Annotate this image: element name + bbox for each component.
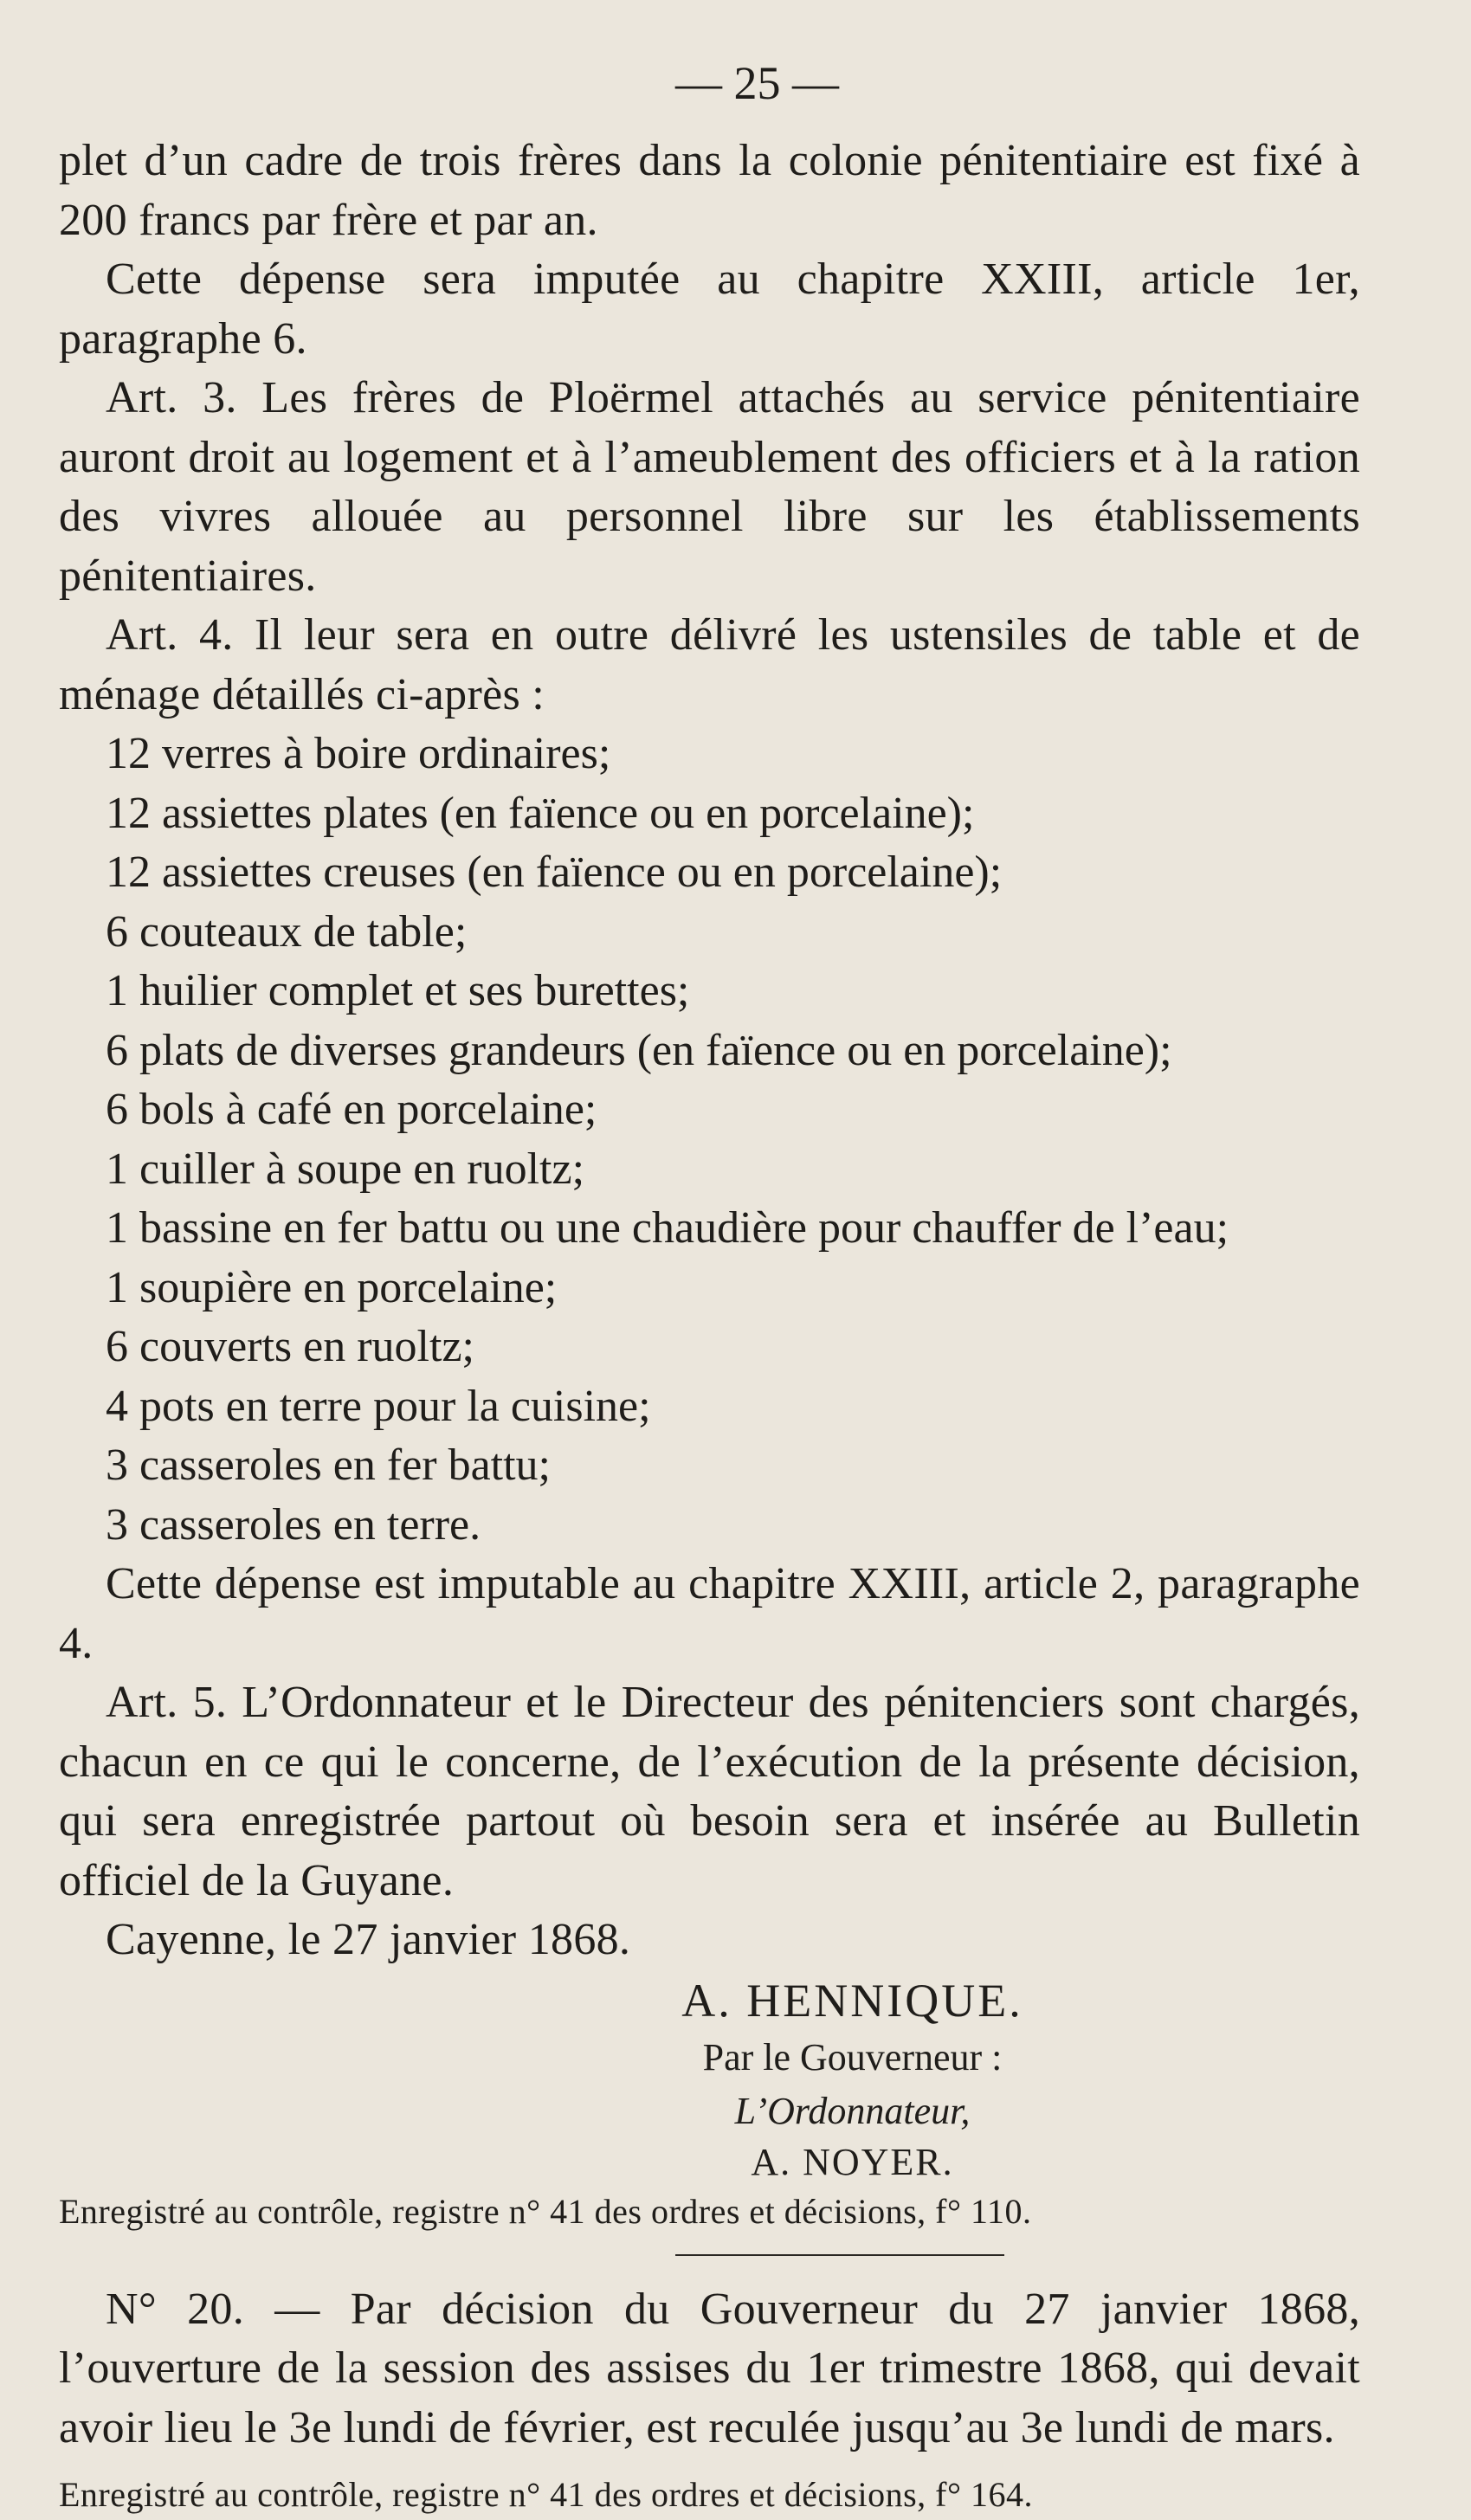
article-3: Art. 3. Les frères de Ploërmel attachés au service pénitentiaire auront droit au logement et à l’ameublement des officiers et à la ration des vivres allouée au personnel libre sur les établissements pénitentiaires. — [59, 373, 1360, 601]
list-item: 6 couverts en ruoltz; — [106, 1322, 474, 1371]
official-name: A. NOYER. — [751, 2140, 954, 2183]
signatory-by: Par le Gouverneur : — [702, 2035, 1003, 2079]
page-number: — 25 — — [675, 57, 839, 109]
list-item: 6 couteaux de table; — [106, 906, 468, 957]
paragraph-continuation: plet d’un cadre de trois frères dans la colonie pénitentiaire est fixé à 200 francs par frère et par an. — [59, 136, 1360, 245]
list-item: 1 soupière en porcelaine; — [106, 1262, 558, 1312]
list-item: 6 bols à café en porcelaine; — [106, 1085, 597, 1134]
list-item: 12 assiettes plates (en faïence ou en porcelaine); — [106, 788, 975, 838]
article-4: Art. 4. Il leur sera en outre délivré les ustensiles de table et de ménage détaillés ci-après : — [59, 610, 1360, 719]
paragraph-imputation-1: Cette dépense sera imputée au chapitre XXIII, article 1er, paragraphe 6. — [59, 255, 1360, 364]
place-date: Cayenne, le 27 janvier 1868. — [106, 1915, 631, 1964]
registration-note: Enregistré au contrôle, registre n° 41 des ordres et décisions, f° 110. — [59, 2191, 1032, 2231]
signature-block — [345, 1970, 1360, 2187]
list-item: 3 casseroles en fer battu; — [106, 1440, 552, 1490]
list-item: 4 pots en terre pour la cuisine; — [106, 1381, 651, 1431]
paragraph-imputation-2: Cette dépense est imputable au chapitre XXIII, article 2, paragraphe 4. — [59, 1559, 1360, 1668]
list-item: 6 plats de diverses grandeurs (en faïence ou en porcelaine); — [106, 1025, 1172, 1075]
signatory-name: A. HENNIQUE. — [681, 1974, 1023, 2027]
list-item: 12 assiettes creuses (en faïence ou en porcelaine); — [106, 848, 1003, 897]
list-item: 3 casseroles en terre. — [106, 1499, 481, 1550]
list-item: 12 verres à boire ordinaires; — [106, 729, 611, 778]
section-divider — [675, 2254, 1004, 2256]
article-5: Art. 5. L’Ordonnateur et le Directeur des pénitenciers sont chargés, chacun en ce qui le concerne, de l’exécution de la présente décision, qui sera enregistrée partout où besoin sera et insérée au Bulletin officiel de la Guyane. — [59, 1678, 1360, 1905]
list-item: 1 bassine en fer battu ou une chaudière pour chauffer de l’eau; — [106, 1203, 1229, 1253]
list-item: 1 huilier complet et ses burettes; — [106, 966, 690, 1015]
registration-note: Enregistré au contrôle, registre n° 41 des ordres et décisions, f° 164. — [59, 2475, 1033, 2514]
signatory-role: L’Ordonnateur, — [734, 2089, 971, 2132]
utensil-list — [59, 725, 1360, 1555]
list-item: 1 cuiller à soupe en ruoltz; — [106, 1144, 585, 1194]
decision-20: N° 20. — Par décision du Gouverneur du 27 janvier 1868, l’ouverture de la session des assises du 1er trimestre 1868, qui devait avoir lieu le 3e lundi de février, est reculée jusqu’au 3e lundi de mars. — [59, 2284, 1360, 2452]
